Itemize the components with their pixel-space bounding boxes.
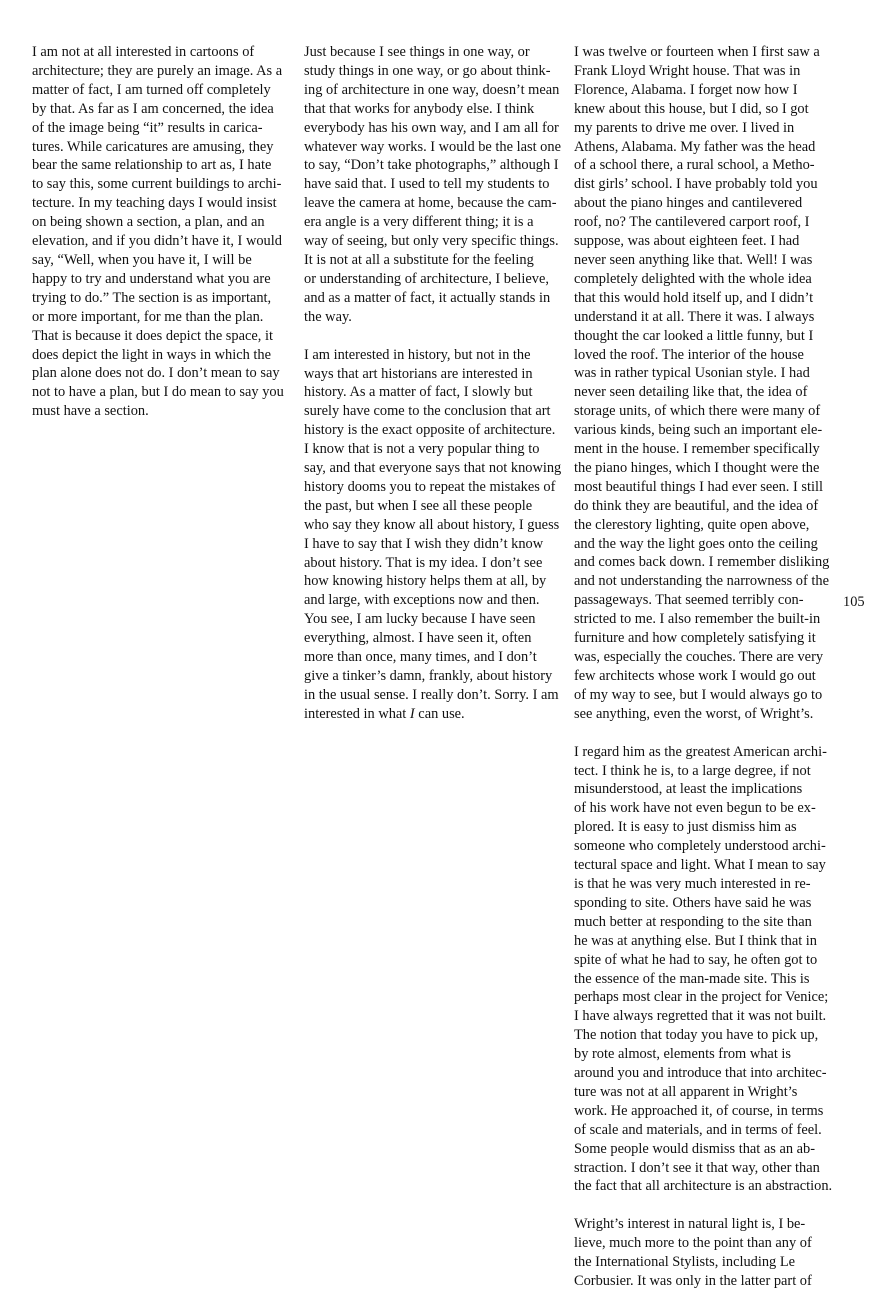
- text-line: of scale and materials, and in terms of feel.: [574, 1121, 822, 1138]
- text-line: Florence, Alabama. I forget now how I: [574, 81, 798, 98]
- text-line: bear the same relationship to art as, I hate: [32, 157, 272, 174]
- text-line: straction. I don’t see it that way, other than: [574, 1159, 820, 1176]
- text-line: Just because I see things in one way, or: [304, 44, 530, 60]
- text-line: to say, “Don’t take photographs,” although I: [304, 157, 559, 174]
- text-line: I am not at all interested in cartoons of: [32, 44, 255, 60]
- text-line: misunderstood, at least the implications: [574, 781, 803, 798]
- text-line: I have to say that I wish they didn’t know: [304, 535, 544, 552]
- text-line: about the piano hinges and cantilevered: [574, 195, 803, 212]
- text-line: have said that. I used to tell my students to: [304, 176, 550, 193]
- text-line: matter of fact, I am turned off completely: [32, 81, 271, 98]
- text-line: do think they are beautiful, and the idea of: [574, 497, 819, 514]
- text-line: storage units, of which there were many of: [574, 403, 821, 420]
- text-line: was in rather typical Usonian style. I had: [574, 365, 810, 382]
- text-line: knew about this house, but I did, so I got: [574, 100, 809, 117]
- text-line: I have always regretted that it was not built.: [574, 1008, 827, 1025]
- text-line: in the usual sense. I really don’t. Sorry. I am: [304, 686, 559, 703]
- text-line: not to have a plan, but I do mean to say you: [32, 384, 284, 401]
- text-line: of a school there, a rural school, a Metho-: [574, 157, 815, 174]
- text-line: most beautiful things I had ever seen. I still: [574, 478, 823, 495]
- text-line: the International Stylists, including Le: [574, 1254, 796, 1271]
- text-line: suppose, was about eighteen feet. I had: [574, 233, 800, 250]
- text-line: must have a section.: [32, 403, 149, 420]
- text-line: I was twelve or fourteen when I first saw a: [574, 44, 820, 60]
- paragraph: [32, 43, 290, 421]
- text-line: that that works for anybody else. I think: [304, 100, 535, 117]
- text-line: more than once, many times, and I don’t: [304, 649, 537, 666]
- text-line: of my way to see, but I would always go to: [574, 686, 823, 703]
- text-line: he was at anything else. But I think that in: [574, 932, 817, 949]
- text-line: is that he was very much interested in re-: [574, 875, 811, 892]
- text-line: study things in one way, or go about think-: [304, 62, 551, 79]
- text-line: That is because it does depict the space, it: [32, 327, 273, 344]
- text-line: few architects whose work I would go out: [574, 667, 816, 684]
- text-line: about history. That is my idea. I don’t see: [304, 554, 543, 571]
- text-line: everything, almost. I have seen it, often: [304, 630, 532, 647]
- text-line: Athens, Alabama. My father was the head: [574, 138, 816, 155]
- text-line: or understanding of architecture, I believe,: [304, 270, 549, 287]
- text-line: who say they know all about history, I guess: [304, 516, 560, 533]
- text-line: never seen anything like that. Well! I was: [574, 251, 813, 268]
- text-line: dist girls’ school. I have probably told you: [574, 176, 818, 193]
- text-line: tures. While caricatures are amusing, they: [32, 138, 274, 155]
- text-line: I am interested in history, but not in the: [304, 346, 531, 363]
- text-line: ture was not at all apparent in Wright’s: [574, 1083, 798, 1100]
- text-line: completely delighted with the whole idea: [574, 270, 812, 287]
- text-line: how knowing history helps them at all, by: [304, 573, 547, 590]
- text-line: work. He approached it, of course, in terms: [574, 1102, 824, 1119]
- text-line: the past, but when I see all these people: [304, 497, 533, 514]
- text-line: the essence of the man-made site. This is: [574, 970, 810, 987]
- emphasis: I: [409, 705, 415, 722]
- text-line: of the image being “it” results in carica-: [32, 119, 263, 136]
- text-line: Some people would dismiss that as an ab-: [574, 1140, 816, 1157]
- text-line: way of seeing, but only very specific things.: [304, 233, 559, 250]
- text-line: much better at responding to the site than: [574, 913, 812, 930]
- text-line: see anything, even the worst, of Wright’s.: [574, 705, 814, 722]
- text-line: my parents to drive me over. I lived in: [574, 119, 795, 136]
- text-line: and large, with exceptions now and then.: [304, 592, 540, 609]
- text-line: never seen detailing like that, the idea of: [574, 384, 808, 401]
- text-line: and comes back down. I remember disliking: [574, 554, 830, 571]
- text-line: The notion that today you have to pick up,: [574, 1027, 819, 1044]
- text-line: sponding to site. Others have said he was: [574, 894, 812, 911]
- text-line: by rote almost, elements from what is: [574, 1046, 792, 1063]
- text-line: era angle is a very different thing; it is a: [304, 214, 534, 231]
- text-line: plored. It is easy to just dismiss him as: [574, 819, 797, 836]
- text-line: the piano hinges, which I thought were the: [574, 459, 820, 476]
- text-line: I know that is not a very popular thing to: [304, 441, 540, 458]
- paragraph: [304, 346, 562, 724]
- paragraph: [574, 1215, 832, 1291]
- text-line: roof, no? The cantilevered carport roof, I: [574, 214, 810, 231]
- text-line: interested in what I can use.: [304, 705, 465, 722]
- text-line: was, especially the couches. There are very: [574, 649, 824, 665]
- text-line: perhaps most clear in the project for Venice;: [574, 989, 829, 1006]
- text-line: around you and introduce that into architec-: [574, 1065, 827, 1082]
- text-line: happy to try and understand what you are: [32, 270, 271, 287]
- text-line: You see, I am lucky because I have seen: [304, 611, 536, 628]
- text-line: leave the camera at home, because the cam-: [304, 195, 557, 212]
- text-line: by that. As far as I am concerned, the idea: [32, 100, 274, 117]
- text-line: tect. I think he is, to a large degree, if not: [574, 762, 811, 779]
- text-line: history dooms you to repeat the mistakes of: [304, 478, 556, 495]
- paragraph: [574, 743, 832, 1197]
- text-line: stricted to me. I also remember the built-in: [574, 611, 821, 628]
- text-line: tecture. In my teaching days I would insist: [32, 195, 277, 212]
- text-line: give a tinker’s damn, frankly, about history: [304, 668, 553, 684]
- text-line: architecture; they are purely an image. As a: [32, 62, 283, 79]
- paragraph: [304, 43, 562, 327]
- paragraph: [574, 43, 832, 724]
- text-line: does depict the light in ways in which the: [32, 346, 271, 363]
- text-line: on being shown a section, a plan, and an: [32, 214, 265, 231]
- text-line: loved the roof. The interior of the house: [574, 346, 804, 363]
- text-line: and the way the light goes onto the ceiling: [574, 535, 818, 552]
- text-line: ways that art historians are interested in: [304, 365, 533, 382]
- text-line: elevation, and if you didn’t have it, I would: [32, 233, 282, 250]
- text-line: furniture and how completely satisfying it: [574, 630, 816, 647]
- text-line: everybody has his own way, and I am all for: [304, 119, 559, 136]
- text-line: someone who completely understood archi-: [574, 838, 826, 855]
- text-line: of his work have not even begun to be ex-: [574, 800, 816, 817]
- text-line: thought the car looked a little funny, but I: [574, 327, 814, 344]
- text-line: Corbusier. It was only in the latter part of: [574, 1273, 812, 1290]
- text-line: Frank Lloyd Wright house. That was in: [574, 62, 801, 79]
- text-line: say, “Well, when you have it, I will be: [32, 251, 252, 268]
- text-line: whatever way works. I would be the last one: [304, 138, 561, 155]
- text-line: and as a matter of fact, it actually stands in: [304, 289, 551, 306]
- text-line: say, and that everyone says that not knowing: [304, 460, 562, 477]
- text-line: surely have come to the conclusion that art: [304, 403, 551, 420]
- text-line: the way.: [304, 308, 352, 325]
- text-line: ment in the house. I remember specifically: [574, 441, 820, 458]
- text-line: lieve, much more to the point than any of: [574, 1235, 812, 1252]
- text-line: spite of what he had to say, he often got to: [574, 951, 818, 968]
- text-line: that this would hold itself up, and I didn’t: [574, 289, 814, 306]
- text-line: passageways. That seemed terribly con-: [574, 592, 804, 609]
- text-column-1: [32, 43, 290, 421]
- text-line: trying to do.” The section is as important,: [32, 289, 272, 306]
- text-line: Wright’s interest in natural light is, I be-: [574, 1216, 806, 1233]
- text-line: ing of architecture in one way, doesn’t mean: [304, 81, 560, 98]
- text-line: tectural space and light. What I mean to say: [574, 857, 826, 874]
- text-line: and not understanding the narrowness of the: [574, 573, 829, 590]
- text-line: history is the exact opposite of architecture.: [304, 422, 556, 439]
- text-line: understand it at all. There it was. I always: [574, 308, 815, 325]
- text-line: It is not at all a substitute for the feeling: [304, 251, 534, 268]
- text-line: I regard him as the greatest American archi-: [574, 743, 827, 760]
- text-line: the fact that all architecture is an abstraction.: [574, 1178, 833, 1195]
- text-line: to say this, some current buildings to archi-: [32, 176, 282, 193]
- page-number: 105: [843, 594, 865, 610]
- text-line: the clerestory lighting, quite open above,: [574, 516, 810, 533]
- text-line: history. As a matter of fact, I slowly but: [304, 384, 533, 401]
- text-line: various kinds, being such an important ele-: [574, 422, 823, 439]
- text-line: plan alone does not do. I don’t mean to say: [32, 365, 280, 382]
- text-column-2: [304, 43, 562, 724]
- text-line: or more important, for me than the plan.: [32, 308, 264, 325]
- text-column-3: [574, 43, 832, 1291]
